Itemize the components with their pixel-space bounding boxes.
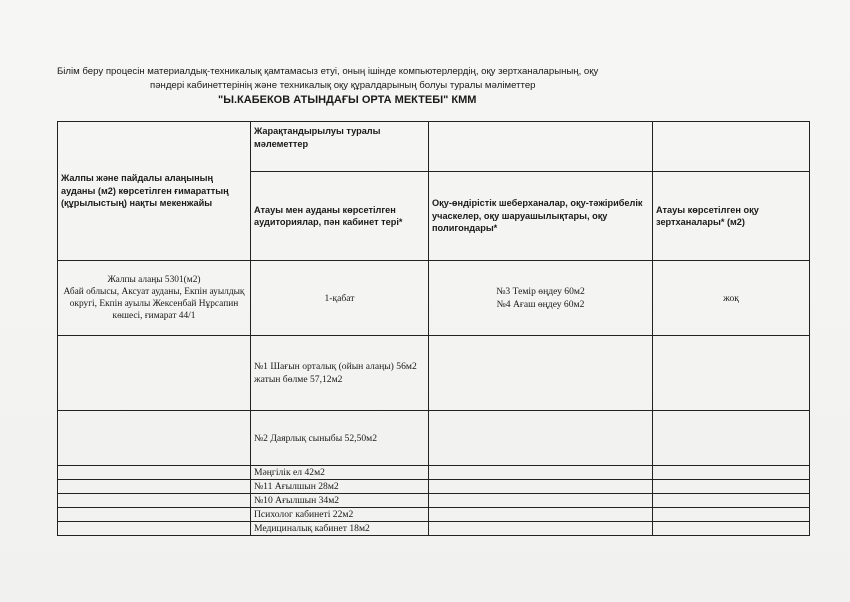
school-title: "Ы.КАБЕКОВ АТЫНДАҒЫ ОРТА МЕКТЕБІ" КММ [218,94,477,106]
building-address: Абай облысы, Аксуат ауданы, Екпін ауылдық округі, Екпін ауылы Жексенбай Нұрсапин көшесі, ғимарат 44/1 [63,287,245,321]
header-line-1: Білім беру процесін материалдық-техникалық қамтамасыз етуі, оның ішінде компьютерлердің, оқу зертханаларының, оқу [57,66,599,77]
empty-cell [58,480,251,494]
classroom-item: жатын бөлме 57,12м2 [254,374,343,385]
total-area: Жалпы алаңы 5301(м2) [107,275,201,285]
empty-cell [653,522,810,536]
table-row [58,508,810,522]
workshop-item: №3 Темір өңдеу 60м2 [496,286,585,297]
empty-cell [653,480,810,494]
classroom-cell: Психолог кабинеті 22м2 [251,508,429,522]
empty-cell [429,508,653,522]
table-row [58,261,810,336]
empty-cell [429,336,653,411]
classroom-cell: №11 Ағылшын 28м2 [251,480,429,494]
header-workshops: Оқу-өндірістік шеберханалар, оқу-тәжірибелік учаскелер, оқу шаруашылықтары, оқу полигондары* [429,172,653,261]
classroom-cell: Медициналық кабинет 18м2 [251,522,429,536]
empty-cell [653,466,810,480]
empty-cell [653,336,810,411]
empty-cell [58,411,251,466]
empty-cell [429,466,653,480]
classroom-cell: Мәңгілік ел 42м2 [251,466,429,480]
header-area-address: Жалпы және пайдалы алаңының ауданы (м2) көрсетілген ғимараттың (құрылыстың) нақты мекенжайы [58,122,251,261]
empty-cell [653,494,810,508]
address-cell [58,261,251,336]
empty-cell [58,466,251,480]
empty-cell [429,522,653,536]
empty-cell [429,411,653,466]
classroom-cell: №10 Ағылшын 34м2 [251,494,429,508]
empty-cell [653,508,810,522]
labs-cell: жоқ [653,261,810,336]
table-row [58,466,810,480]
empty-cell [429,480,653,494]
table-header-row-1 [58,122,810,172]
header-labs: Атауы көрсетілген оқу зертханалары* (м2) [653,172,810,261]
header-line-2: пәндері кабинеттерінің және техникалық оқу құралдарының болуы туралы мәліметтер [150,80,536,91]
header-equipment: Жарақтандырылуы туралы мәлеметтер [251,122,429,172]
classroom-item: №1 Шағын орталық (ойын алаңы) 56м2 [254,361,417,372]
empty-cell [58,522,251,536]
table-row [58,411,810,466]
classroom-cell: №2 Даярлық сыныбы 52,50м2 [251,411,429,466]
header-empty-cell [429,122,653,172]
table-row [58,336,810,411]
floor-cell: 1-қабат [251,261,429,336]
header-empty-cell [653,122,810,172]
table-row [58,522,810,536]
empty-cell [58,508,251,522]
header-classrooms: Атауы мен ауданы көрсетілген аудиториялар, пән кабинет тері* [251,172,429,261]
workshop-item: №4 Ағаш өңдеу 60м2 [496,299,585,310]
table-row [58,494,810,508]
empty-cell [429,494,653,508]
empty-cell [653,411,810,466]
table-row [58,480,810,494]
empty-cell [58,336,251,411]
empty-cell [58,494,251,508]
workshops-cell [429,261,653,336]
facilities-table [57,121,810,536]
classroom-cell [251,336,429,411]
